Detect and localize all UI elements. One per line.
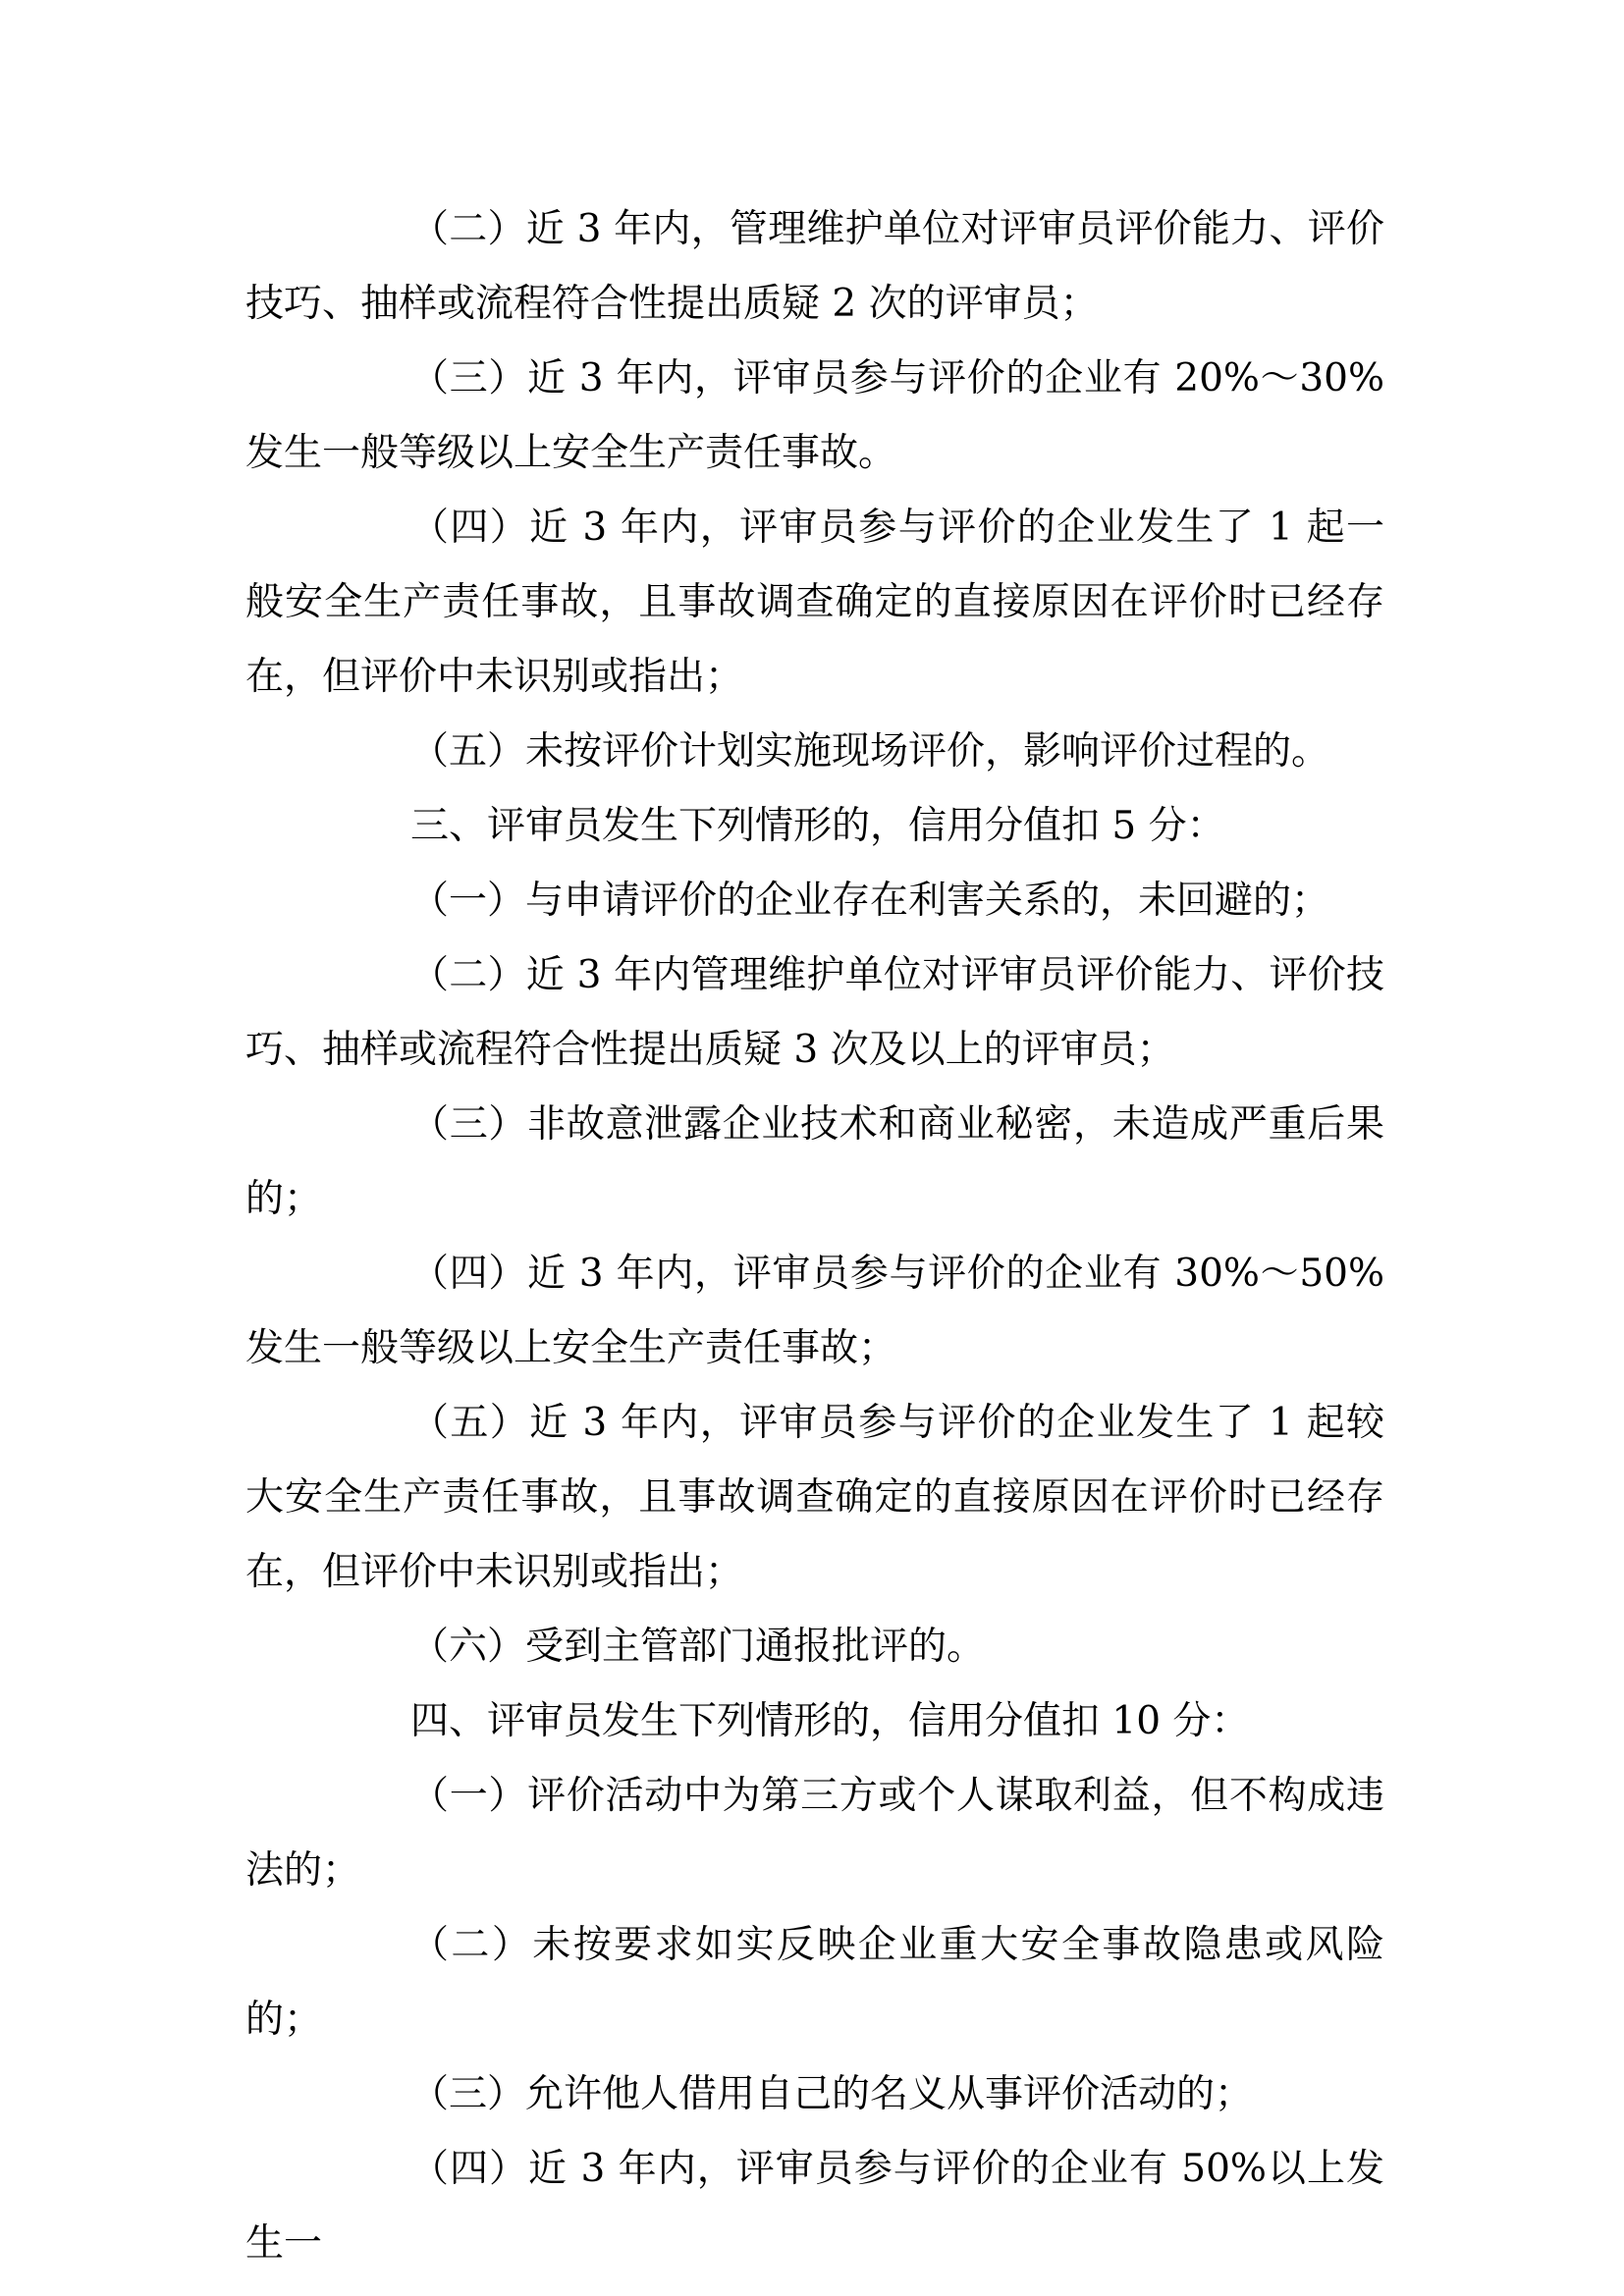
paragraph-item-2-2: （二）近 3 年内，管理维护单位对评审员评价能力、评价技巧、抽样或流程符合性提出质疑 2 次的评审员； xyxy=(245,207,1384,326)
paragraph-item-3-5: （五）近 3 年内，评审员参与评价的企业发生了 1 起较大安全生产责任事故，且事故调查确定的直接原因在评价时已经存在，但评价中未识别或指出； xyxy=(245,1401,1384,1594)
paragraph-item-4-3: （三）允许他人借用自己的名义从事评价活动的； xyxy=(410,2072,1254,2116)
paragraph-item-3-1: （一）与申请评价的企业存在利害关系的，未回避的； xyxy=(410,879,1330,923)
paragraph-item-3-3: （三）非故意泄露企业技术和商业秘密，未造成严重后果的； xyxy=(245,1102,1384,1221)
paragraph-item-2-5: （五）未按评价计划实施现场评价，影响评价过程的。 xyxy=(410,729,1330,774)
paragraph-item-4-4: （四）近 3 年内，评审员参与评价的企业有 50%以上发生一 xyxy=(245,2147,1384,2266)
document-page xyxy=(245,192,1384,2281)
paragraph-item-4-2: （二）未按要求如实反映企业重大安全事故隐患或风险的； xyxy=(245,1923,1384,2042)
section-heading-4: 四、评审员发生下列情形的，信用分值扣 10 分： xyxy=(410,1699,1250,1743)
paragraph-item-4-1: （一）评价活动中为第三方或个人谋取利益，但不构成违法的； xyxy=(245,1774,1384,1893)
paragraph-item-2-4: （四）近 3 年内，评审员参与评价的企业发生了 1 起一般安全生产责任事故，且事故调查确定的直接原因在评价时已经存在，但评价中未识别或指出； xyxy=(245,506,1384,699)
paragraph-item-3-2: （二）近 3 年内管理维护单位对评审员评价能力、评价技巧、抽样或流程符合性提出质疑 3 次及以上的评审员； xyxy=(245,953,1384,1072)
paragraph-item-2-3: （三）近 3 年内，评审员参与评价的企业有 20%～30%发生一般等级以上安全生产责任事故。 xyxy=(245,356,1384,475)
paragraph-item-3-6: （六）受到主管部门通报批评的。 xyxy=(410,1625,986,1669)
section-heading-3: 三、评审员发生下列情形的，信用分值扣 5 分： xyxy=(410,804,1225,848)
paragraph-item-3-4: （四）近 3 年内，评审员参与评价的企业有 30%～50%发生一般等级以上安全生产责任事故； xyxy=(245,1252,1384,1370)
